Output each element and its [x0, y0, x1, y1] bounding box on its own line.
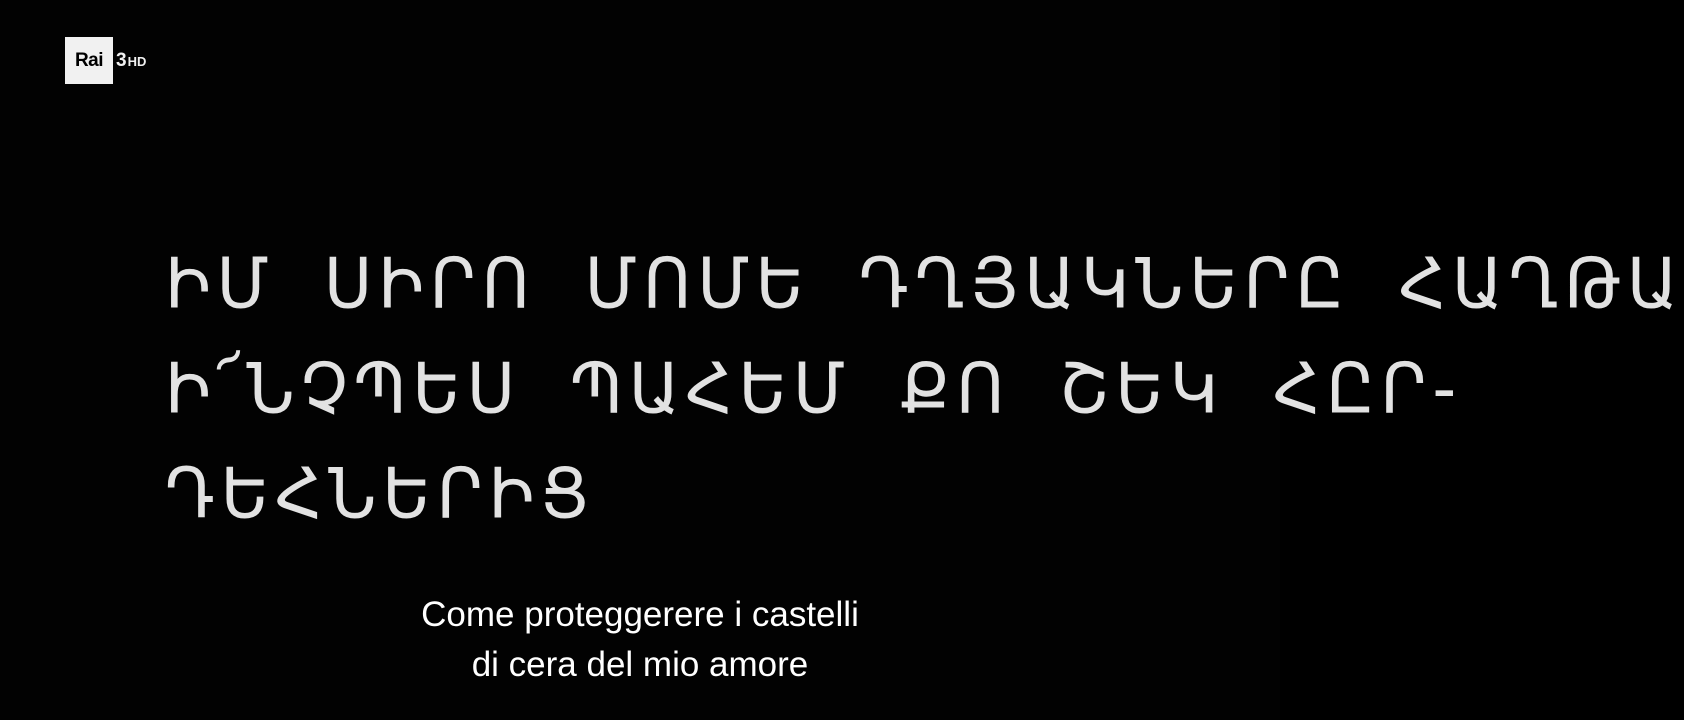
armenian-title-card — [165, 232, 1684, 547]
title-card-line-1: ԻՄ ՍԻՐՈ ՄՈՄԵ ԴՂՅԱԿՆԵՐԸ ՀԱՂԹԱ — [165, 243, 1684, 325]
subtitle-line-2: di cera del mio amore — [471, 645, 809, 684]
logo-brand: Rai — [74, 49, 104, 71]
rai-logo-box — [65, 37, 113, 84]
logo-channel-number: 3 — [116, 49, 127, 71]
subtitle-block — [0, 590, 1280, 690]
channel-logo — [65, 37, 146, 84]
logo-channel — [116, 50, 146, 72]
title-card-line-3: ԴԵՀՆԵՐԻՑ — [165, 453, 596, 535]
title-card-line-2: Ի՜ՆՉՊԵՍ ՊԱՀԵՄ ՔՈ ՇԵԿ ՀԸՐ- — [165, 348, 1463, 430]
logo-hd-badge: HD — [127, 53, 147, 69]
subtitle-line-1: Come proteggerere i castelli — [421, 595, 859, 634]
